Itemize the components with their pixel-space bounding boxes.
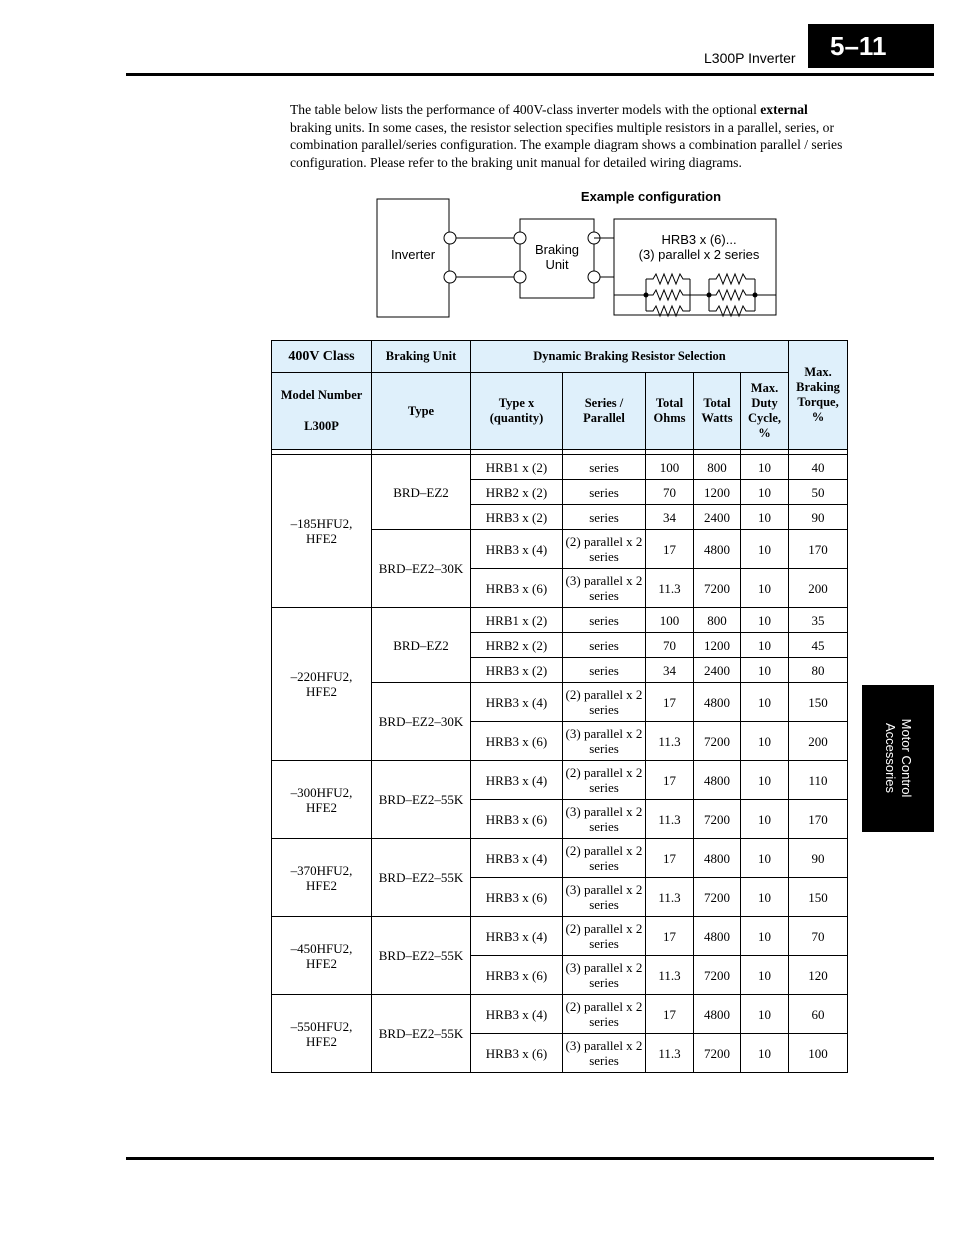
- table-row: [272, 608, 848, 633]
- header-max-torque: Max. Braking Torque, %: [789, 341, 848, 450]
- total-ohms-cell: 70: [646, 480, 694, 505]
- total-watts-cell: 4800: [694, 917, 741, 956]
- braking-unit-label-1: Braking: [534, 242, 580, 257]
- braking-unit-cell: BRD–EZ2–55K: [372, 761, 471, 839]
- total-ohms-cell: 11.3: [646, 956, 694, 995]
- table-row: [272, 455, 848, 480]
- header-model: [272, 373, 372, 450]
- series-parallel-cell: (2) parallel x 2 series: [563, 761, 646, 800]
- total-watts-cell: 7200: [694, 800, 741, 839]
- resistor-type-cell: HRB2 x (2): [471, 633, 563, 658]
- max-torque-cell: 90: [789, 839, 848, 878]
- series-parallel-cell: series: [563, 505, 646, 530]
- max-torque-cell: 100: [789, 1034, 848, 1073]
- total-ohms-cell: 11.3: [646, 1034, 694, 1073]
- max-torque-cell: 200: [789, 569, 848, 608]
- max-torque-cell: 45: [789, 633, 848, 658]
- max-duty-cell: 10: [741, 658, 789, 683]
- max-duty-cell: 10: [741, 1034, 789, 1073]
- max-duty-cell: 10: [741, 455, 789, 480]
- total-watts-cell: 800: [694, 608, 741, 633]
- total-watts-cell: 4800: [694, 683, 741, 722]
- max-duty-cell: 10: [741, 633, 789, 658]
- intro-paragraph: [290, 101, 850, 171]
- max-torque-cell: 170: [789, 530, 848, 569]
- max-torque-cell: 35: [789, 608, 848, 633]
- series-parallel-cell: (2) parallel x 2 series: [563, 530, 646, 569]
- max-duty-cell: 10: [741, 480, 789, 505]
- junction-dot-icon: [644, 293, 649, 298]
- total-ohms-cell: 17: [646, 917, 694, 956]
- total-ohms-cell: 17: [646, 761, 694, 800]
- resistor-type-cell: HRB3 x (4): [471, 839, 563, 878]
- braking-unit-cell: BRD–EZ2–30K: [372, 683, 471, 761]
- braking-unit-cell: BRD–EZ2: [372, 455, 471, 530]
- total-watts-cell: 7200: [694, 569, 741, 608]
- series-parallel-cell: series: [563, 480, 646, 505]
- max-duty-cell: 10: [741, 530, 789, 569]
- series-parallel-cell: (3) parallel x 2 series: [563, 800, 646, 839]
- resistor-type-cell: HRB3 x (6): [471, 956, 563, 995]
- max-torque-cell: 150: [789, 878, 848, 917]
- series-parallel-cell: (3) parallel x 2 series: [563, 1034, 646, 1073]
- series-parallel-cell: series: [563, 633, 646, 658]
- inverter-label: Inverter: [390, 247, 436, 262]
- total-watts-cell: 4800: [694, 530, 741, 569]
- example-configuration-diagram: [370, 185, 790, 325]
- model-number-cell: –220HFU2, HFE2: [272, 608, 372, 761]
- braking-unit-cell: BRD–EZ2–30K: [372, 530, 471, 608]
- table-row: [272, 995, 848, 1034]
- total-ohms-cell: 100: [646, 455, 694, 480]
- total-ohms-cell: 17: [646, 839, 694, 878]
- table-row: [272, 917, 848, 956]
- section-tab-line1: Motor Control: [899, 718, 914, 798]
- total-watts-cell: 1200: [694, 480, 741, 505]
- resistor-type-cell: HRB3 x (6): [471, 800, 563, 839]
- model-number-cell: –450HFU2, HFE2: [272, 917, 372, 995]
- section-tab-line2: Accessories: [883, 722, 898, 794]
- total-watts-cell: 7200: [694, 722, 741, 761]
- series-parallel-cell: (2) parallel x 2 series: [563, 917, 646, 956]
- intro-text-1: The table below lists the performance of 400V-class inverter models with the optional: [290, 102, 761, 117]
- series-parallel-cell: (3) parallel x 2 series: [563, 878, 646, 917]
- footer-rule: [126, 1157, 934, 1160]
- diagram-title: Example configuration: [580, 189, 722, 204]
- resistor-type-cell: HRB3 x (4): [471, 683, 563, 722]
- total-ohms-cell: 17: [646, 995, 694, 1034]
- max-duty-cell: 10: [741, 608, 789, 633]
- total-ohms-cell: 34: [646, 658, 694, 683]
- resistor-type-cell: HRB1 x (2): [471, 455, 563, 480]
- braking-unit-label-2: Unit: [545, 257, 569, 272]
- total-watts-cell: 1200: [694, 633, 741, 658]
- table-row: [272, 839, 848, 878]
- series-parallel-cell: (2) parallel x 2 series: [563, 995, 646, 1034]
- max-torque-cell: 120: [789, 956, 848, 995]
- total-watts-cell: 7200: [694, 878, 741, 917]
- terminal-icon: [588, 271, 600, 283]
- header-series-parallel: Series / Parallel: [563, 373, 646, 450]
- junction-dot-icon: [753, 293, 758, 298]
- total-ohms-cell: 11.3: [646, 722, 694, 761]
- header-resistor-type: Type x (quantity): [471, 373, 563, 450]
- resistor-type-cell: HRB3 x (4): [471, 917, 563, 956]
- model-number-cell: –185HFU2, HFE2: [272, 455, 372, 608]
- braking-unit-cell: BRD–EZ2–55K: [372, 839, 471, 917]
- max-duty-cell: 10: [741, 878, 789, 917]
- max-duty-cell: 10: [741, 569, 789, 608]
- total-watts-cell: 4800: [694, 995, 741, 1034]
- braking-performance-table: [271, 340, 848, 1073]
- total-ohms-cell: 11.3: [646, 800, 694, 839]
- total-ohms-cell: 17: [646, 530, 694, 569]
- header-title: L300P Inverter: [704, 50, 796, 66]
- resistor-type-cell: HRB3 x (4): [471, 995, 563, 1034]
- intro-bold: external: [760, 102, 808, 117]
- header-total-watts: Total Watts: [694, 373, 741, 450]
- max-torque-cell: 70: [789, 917, 848, 956]
- section-tab-label: [882, 685, 914, 832]
- series-parallel-cell: series: [563, 658, 646, 683]
- resistor-type-cell: HRB1 x (2): [471, 608, 563, 633]
- series-parallel-cell: series: [563, 455, 646, 480]
- max-duty-cell: 10: [741, 917, 789, 956]
- header-model-l300p: L300P: [304, 419, 339, 433]
- resistor-type-cell: HRB2 x (2): [471, 480, 563, 505]
- series-parallel-cell: (2) parallel x 2 series: [563, 839, 646, 878]
- header-rule: [126, 73, 934, 76]
- max-duty-cell: 10: [741, 505, 789, 530]
- max-torque-cell: 110: [789, 761, 848, 800]
- model-number-cell: –370HFU2, HFE2: [272, 839, 372, 917]
- resistor-type-cell: HRB3 x (2): [471, 505, 563, 530]
- resistor-type-cell: HRB3 x (4): [471, 530, 563, 569]
- braking-unit-cell: BRD–EZ2–55K: [372, 917, 471, 995]
- total-watts-cell: 800: [694, 455, 741, 480]
- header-dbrs: Dynamic Braking Resistor Selection: [471, 341, 789, 373]
- header-max-duty: Max. Duty Cycle, %: [741, 373, 789, 450]
- table-body: [272, 450, 848, 1073]
- resistor-type-cell: HRB3 x (6): [471, 1034, 563, 1073]
- total-watts-cell: 7200: [694, 956, 741, 995]
- total-ohms-cell: 100: [646, 608, 694, 633]
- max-duty-cell: 10: [741, 839, 789, 878]
- total-watts-cell: 4800: [694, 761, 741, 800]
- total-ohms-cell: 17: [646, 683, 694, 722]
- total-ohms-cell: 11.3: [646, 878, 694, 917]
- series-parallel-cell: (2) parallel x 2 series: [563, 683, 646, 722]
- resistor-type-cell: HRB3 x (4): [471, 761, 563, 800]
- max-duty-cell: 10: [741, 995, 789, 1034]
- junction-dot-icon: [707, 293, 712, 298]
- max-torque-cell: 90: [789, 505, 848, 530]
- table-row: [272, 761, 848, 800]
- max-torque-cell: 150: [789, 683, 848, 722]
- header-400v-class: 400V Class: [272, 341, 372, 373]
- series-parallel-cell: (3) parallel x 2 series: [563, 956, 646, 995]
- resistor-type-cell: HRB3 x (6): [471, 722, 563, 761]
- total-watts-cell: 2400: [694, 505, 741, 530]
- total-watts-cell: 4800: [694, 839, 741, 878]
- header-type: Type: [372, 373, 471, 450]
- terminal-icon: [444, 271, 456, 283]
- page-number: 5–11: [808, 24, 934, 68]
- max-duty-cell: 10: [741, 800, 789, 839]
- max-torque-cell: 40: [789, 455, 848, 480]
- max-duty-cell: 10: [741, 683, 789, 722]
- model-number-cell: –300HFU2, HFE2: [272, 761, 372, 839]
- resistor-type-cell: HRB3 x (6): [471, 569, 563, 608]
- resistor-label-1: HRB3 x (6)...: [661, 232, 737, 247]
- resistor-type-cell: HRB3 x (6): [471, 878, 563, 917]
- max-torque-cell: 50: [789, 480, 848, 505]
- max-duty-cell: 10: [741, 722, 789, 761]
- total-ohms-cell: 70: [646, 633, 694, 658]
- total-ohms-cell: 34: [646, 505, 694, 530]
- resistor-label-2: (3) parallel x 2 series: [638, 247, 760, 262]
- intro-text-2: braking units. In some cases, the resistor selection specifies multiple resistors in a parallel, series, or combination parallel/series configuration. The example diagram shows a combination parallel / series configuration. Please refer to the braking unit manual for detailed wiring diagrams.: [290, 119, 843, 170]
- braking-unit-cell: BRD–EZ2–55K: [372, 995, 471, 1073]
- series-parallel-cell: series: [563, 608, 646, 633]
- terminal-icon: [514, 271, 526, 283]
- resistor-type-cell: HRB3 x (2): [471, 658, 563, 683]
- header-total-ohms: Total Ohms: [646, 373, 694, 450]
- terminal-icon: [444, 232, 456, 244]
- model-number-cell: –550HFU2, HFE2: [272, 995, 372, 1073]
- series-parallel-cell: (3) parallel x 2 series: [563, 722, 646, 761]
- header-model-number: Model Number: [280, 388, 363, 402]
- total-ohms-cell: 11.3: [646, 569, 694, 608]
- braking-unit-cell: BRD–EZ2: [372, 608, 471, 683]
- series-parallel-cell: (3) parallel x 2 series: [563, 569, 646, 608]
- header-braking-unit: Braking Unit: [372, 341, 471, 373]
- max-torque-cell: 170: [789, 800, 848, 839]
- total-watts-cell: 7200: [694, 1034, 741, 1073]
- max-duty-cell: 10: [741, 761, 789, 800]
- max-torque-cell: 60: [789, 995, 848, 1034]
- terminal-icon: [514, 232, 526, 244]
- total-watts-cell: 2400: [694, 658, 741, 683]
- max-torque-cell: 80: [789, 658, 848, 683]
- max-torque-cell: 200: [789, 722, 848, 761]
- max-duty-cell: 10: [741, 956, 789, 995]
